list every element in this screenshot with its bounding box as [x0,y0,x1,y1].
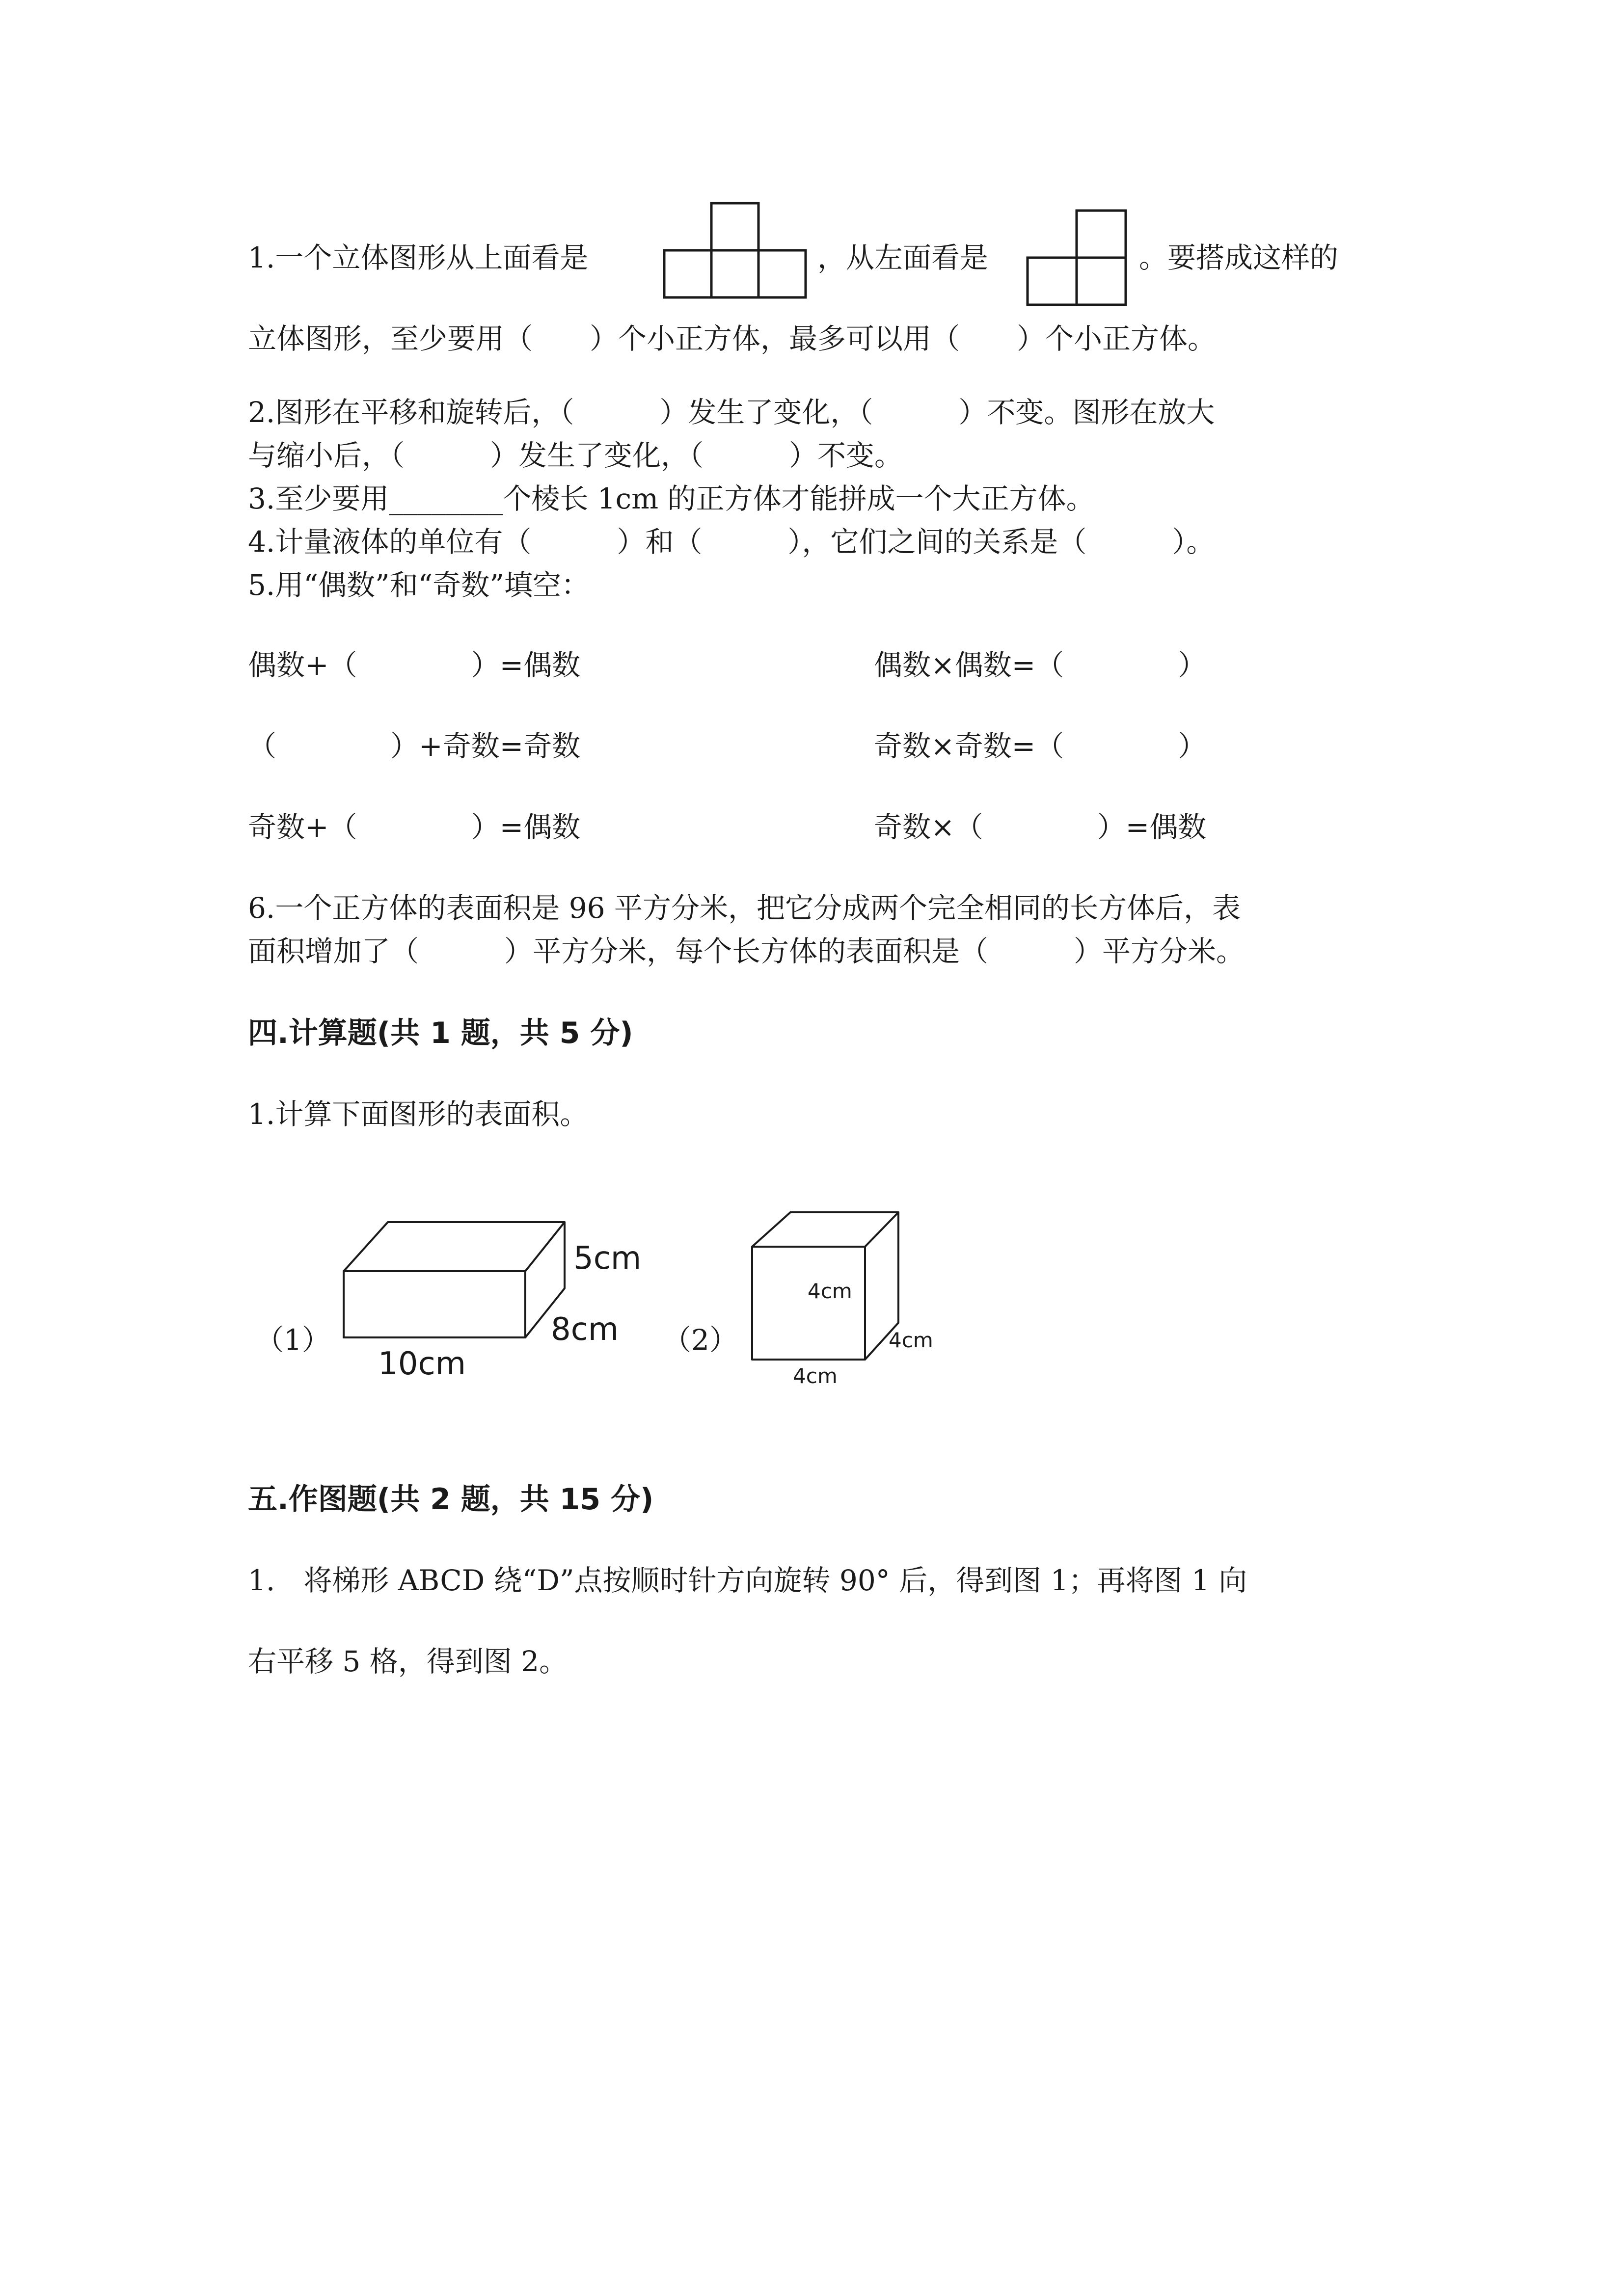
fig2-width-label: 4cm [889,1328,933,1352]
left-view-figure [1026,209,1134,307]
fig1-length-label: 10cm [378,1346,466,1382]
q6-line2: 面积增加了（ ）平方分米，每个长方体的表面积是（ ）平方分米。 [248,934,1245,968]
section5-heading: 五.作图题(共 2 题，共 15 分) [248,1482,654,1517]
q5-row2-right: 奇数×奇数=（ ） [874,729,1207,763]
q5-row1-left: 偶数+（ ）=偶数 [248,648,581,682]
cuboid-figure [339,1217,653,1394]
fig1-height-label: 5cm [573,1240,642,1277]
q1-line1-part-a: 1.一个立体图形从上面看是 [248,241,589,274]
fig1-width-label: 8cm [551,1311,619,1348]
q1-line1-part-b: ，从左面看是 [817,241,989,274]
fig2-length-label: 4cm [793,1364,838,1388]
q5-row3-left: 奇数+（ ）=偶数 [248,810,581,844]
cube-figure [746,1207,952,1394]
q1-line1-part-c: 。要搭成这样的 [1139,241,1339,274]
section4-heading: 四.计算题(共 1 题，共 5 分) [248,1016,633,1050]
q1-line2: 立体图形，至少要用（ ）个小正方体，最多可以用（ ）个小正方体。 [248,322,1217,355]
q6-line1: 6.一个正方体的表面积是 96 平方分米，把它分成两个完全相同的长方体后，表 [248,891,1241,925]
q4: 4.计量液体的单位有（ ）和（ ），它们之间的关系是（ ）。 [248,525,1215,559]
q2-line2: 与缩小后，（ ）发生了变化，（ ）不变。 [248,439,903,472]
section4-q1: 1.计算下面图形的表面积。 [248,1097,589,1131]
q5-intro: 5.用“偶数”和“奇数”填空： [248,568,590,602]
section5-q1-line1: 1. 将梯形 ABCD 绕“D”点按顺时针方向旋转 90° 后，得到图 1；再将图 1 向 [248,1564,1247,1597]
section5-q1-line2: 右平移 5 格，得到图 2。 [248,1645,568,1678]
q2-line1: 2.图形在平移和旋转后，（ ）发生了变化，（ ）不变。图形在放大 [248,396,1215,429]
q5-row3-right: 奇数×（ ）=偶数 [874,810,1207,844]
fig2-height-label: 4cm [808,1279,852,1303]
q3: 3.至少要用________个棱长 1cm 的正方体才能拼成一个大正方体。 [248,482,1095,515]
fig2-tag: （2） [663,1323,738,1357]
q5-row2-left: （ ）+奇数=奇数 [248,729,581,763]
top-view-figure [663,201,810,299]
q5-row1-right: 偶数×偶数=（ ） [874,648,1207,682]
fig1-tag: （1） [255,1323,330,1357]
